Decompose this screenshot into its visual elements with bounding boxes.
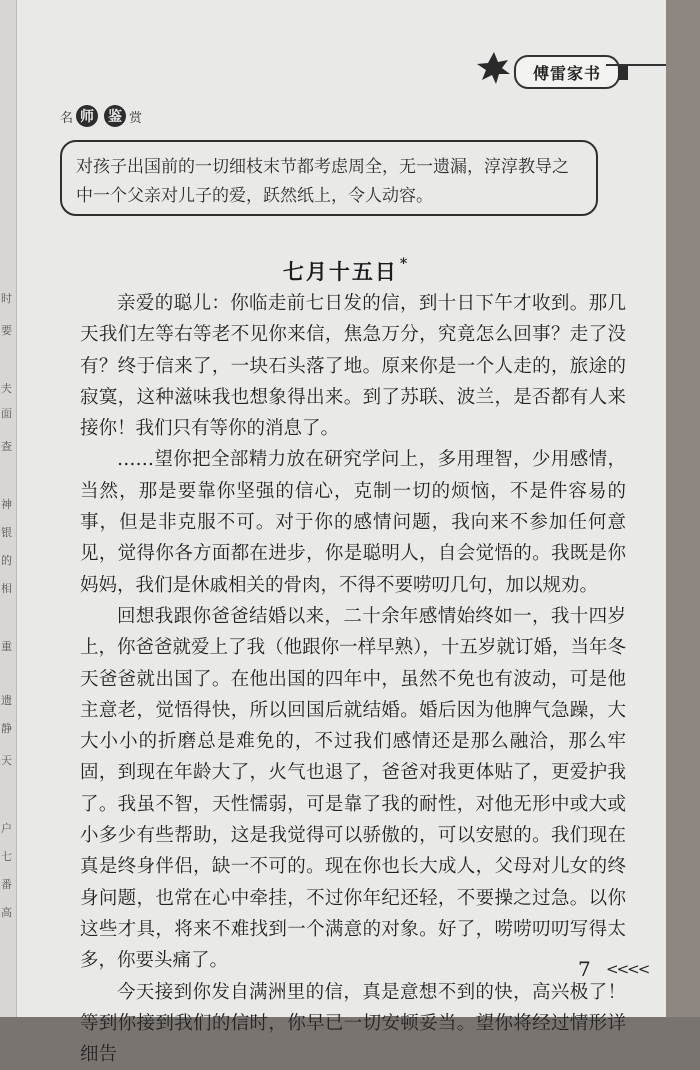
side-fragment: 的: [1, 554, 12, 567]
section-badge: [60, 105, 142, 127]
header-rule: [606, 64, 666, 66]
side-fragment: 番: [1, 878, 12, 891]
background-edge: [666, 0, 700, 1017]
side-fragment: 夫: [1, 382, 12, 395]
side-fragment: 查: [1, 440, 12, 453]
side-fragments: [0, 0, 16, 1017]
badge-prefix: 名: [60, 110, 74, 126]
side-fragment: 时: [1, 292, 12, 305]
letter-body: [80, 288, 626, 1070]
header-square-mark: [618, 66, 628, 80]
title-footnote-mark: *: [399, 256, 410, 272]
paragraph-2: ……望你把全部精力放在研究学问上，多用理智，少用感情，当然，那是要靠你坚强的信心，克制一切的烦恼，不是件容易的事，但是非克服不可。对于你的感情问题，我向来不参加任何意见，觉得你各方面都在进步，你是聪明人，自会觉悟的。我既是你妈妈，我们是休戚相关的骨肉，不得不要唠叨几句，加以规劝。: [80, 449, 626, 596]
header-book-title: 傅雷家书: [514, 55, 620, 89]
side-fragment: 神: [1, 498, 12, 511]
paragraph-1: 亲爱的聪儿：你临走前七日发的信，到十日下午才收到。那几天我们左等右等老不见你来信，焦急万分，究竟怎么回事？走了没有？终于信来了，一块石头落了地。原来你是一个人走的，旅途的寂寞，这种滋味我也想象得出来。到了苏联、波兰，是否都有人来接你！我们只有等你的消息了。: [80, 293, 626, 440]
side-fragment: 七: [1, 850, 12, 863]
page-number: 7: [578, 957, 591, 981]
paragraph-4: 今天接到你发自满洲里的信，真是意想不到的快，高兴极了！等到你接到我们的信时，你早已一切安顿妥当。望你将经过情形详细告: [80, 981, 626, 1066]
badge-ring-2: 鉴: [104, 105, 126, 127]
adjacent-page-edge: [0, 0, 17, 1017]
badge-suffix: 赏: [129, 110, 143, 126]
side-fragment: 户: [1, 822, 12, 835]
side-fragment: 相: [1, 582, 12, 595]
side-fragment: 遗: [1, 694, 12, 707]
title-text: 七月十五日: [282, 259, 398, 284]
side-fragment: 静: [1, 722, 12, 735]
side-fragment: 要: [1, 324, 12, 337]
badge-ring-1: 师: [76, 105, 98, 127]
header-leaf-icon: [474, 48, 514, 88]
side-fragment: 面: [1, 407, 12, 420]
header-book-title-box: [514, 55, 616, 85]
commentary-box: 对孩子出国前的一切细枝末节都考虑周全，无一遗漏，淳淳教导之中一个父亲对儿子的爱，跃然纸上，令人动容。: [60, 140, 598, 216]
side-fragment: 天: [1, 754, 12, 767]
side-fragment: 高: [1, 906, 12, 919]
paragraph-3: 回想我跟你爸爸结婚以来，二十余年感情始终如一，我十四岁上，你爸爸就爱上了我（他跟你一样早熟），十五岁就订婚，当年冬天爸爸就出国了。在他出国的四年中，虽然不免也有波动，可是他主意老，觉悟得快，所以回国后就结婚。婚后因为他脾气急躁，大大小小的折磨总是难免的，不过我们感情还是那么融洽，那么牢固，到现在年龄大了，火气也退了，爸爸对我更体贴了，更爱护我了。我虽不智，天性懦弱，可是靠了我的耐性，对他无形中或大或小多少有些帮助，这是我觉得可以骄傲的，可以安慰的。我们现在真是终身伴侣，缺一不可的。现在你也长大成人，父母对儿女的终身问题，也常在心中牵挂，不过你年纪还轻，不要操之过急。以你这些才具，将来不难找到一个满意的对象。好了，唠唠叨叨写得太多，你要头痛了。: [80, 605, 626, 972]
letter-title: [16, 256, 676, 286]
side-fragment: 重: [1, 640, 12, 653]
side-fragment: 银: [1, 526, 12, 539]
book-page: [16, 0, 666, 1066]
page-arrows: <<<<: [606, 960, 649, 978]
